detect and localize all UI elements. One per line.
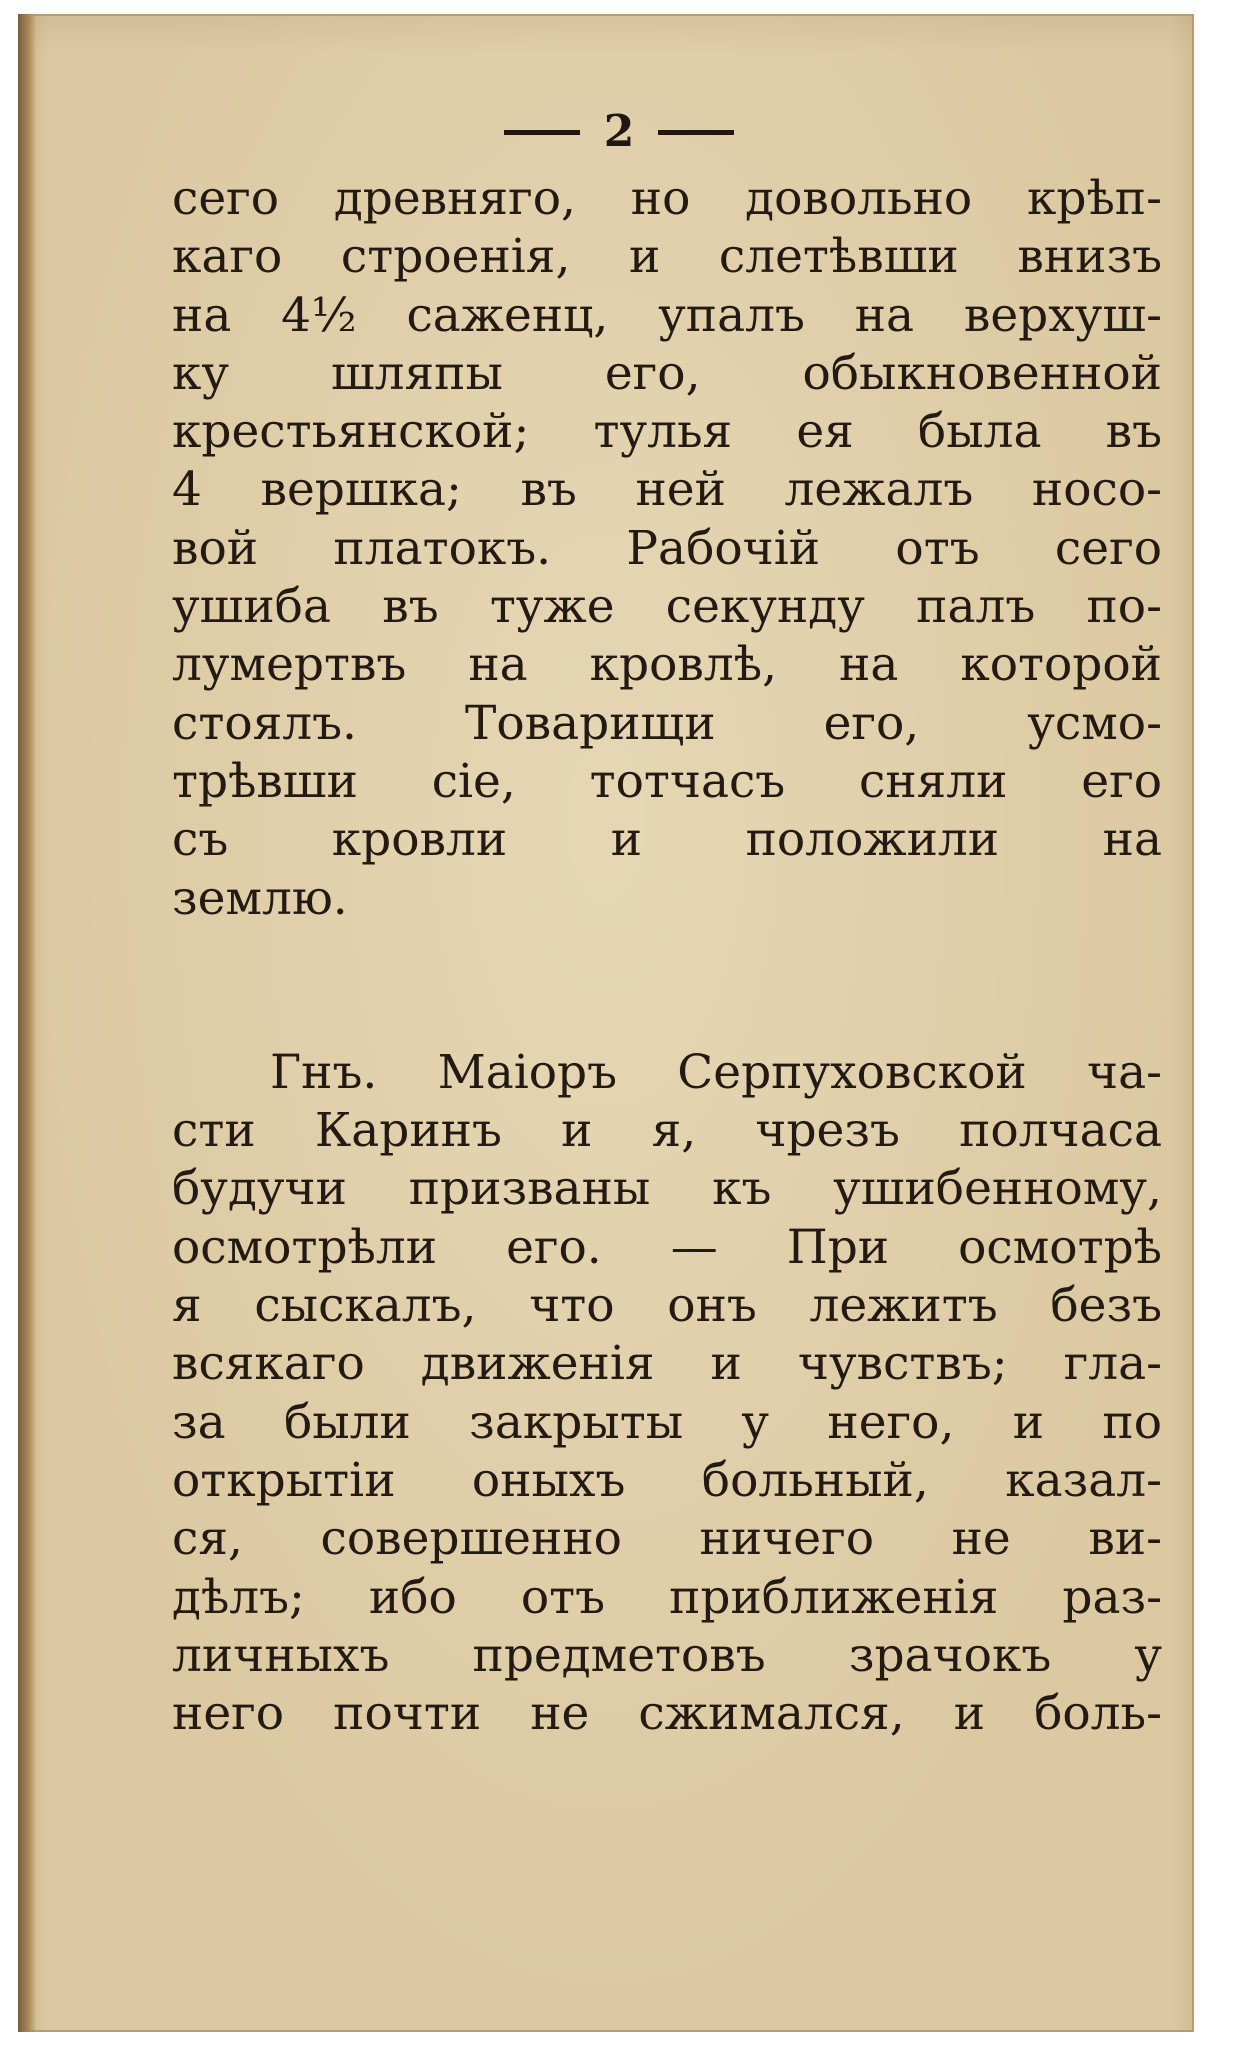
text-line: Гнъ. Маіоръ Серпуховской ча- [270, 1044, 1162, 1100]
text-line: сего древняго, но довольно крѣп- [172, 171, 1162, 226]
paragraph-2 [172, 1044, 1162, 1744]
page-header [0, 102, 1238, 162]
text-line: землю. [172, 870, 348, 926]
text-line: каго строенія, и слетѣвши внизъ [172, 229, 1162, 285]
text-line: личныхъ предметовъ зрачокъ у [172, 1627, 1162, 1683]
text-line: крестьянской; тулья ея была въ [172, 404, 1162, 460]
text-line: ушиба въ туже секунду палъ по- [172, 579, 1162, 635]
text-line: трѣвши сіе, тотчасъ сняли его [172, 753, 1162, 809]
text-line: на 4½ саженц, упалъ на верхуш- [172, 287, 1162, 343]
text-line: сти Каринъ и я, чрезъ полчаса [172, 1103, 1162, 1159]
body-text [172, 170, 1162, 1743]
header-dash-right [658, 130, 734, 135]
paragraph-gap [172, 928, 1162, 1044]
text-line: ку шляпы его, обыкновенной [172, 345, 1162, 401]
text-line: будучи призваны къ ушибенному, [172, 1161, 1162, 1217]
text-line: ся, совершенно ничего не ви- [172, 1511, 1162, 1567]
text-line: стоялъ. Товарищи его, усмо- [172, 695, 1162, 751]
text-line: я сыскалъ, что онъ лежитъ безъ [172, 1278, 1162, 1334]
text-line: лумертвъ на кровлѣ, на которой [172, 637, 1162, 693]
text-line: всякаго движенія и чувствъ; гла- [172, 1336, 1162, 1392]
page-binding-edge [18, 14, 36, 2032]
page-number: 2 [603, 106, 635, 157]
header-dash-left [504, 130, 580, 135]
text-line: осмотрѣли его. — При осмотрѣ [172, 1219, 1162, 1275]
text-line: него почти не сжимался, и боль- [172, 1686, 1162, 1742]
text-line: вой платокъ. Рабочій отъ сего [172, 520, 1162, 576]
text-line: 4 вершка; въ ней лежалъ носо- [172, 462, 1162, 518]
text-line: открытіи оныхъ больный, казал- [172, 1452, 1162, 1508]
paragraph-1 [172, 170, 1162, 928]
text-line: съ кровли и положили на [172, 812, 1162, 868]
text-line: дѣлъ; ибо отъ приближенія раз- [172, 1569, 1162, 1625]
text-line: за были закрыты у него, и по [172, 1394, 1162, 1450]
